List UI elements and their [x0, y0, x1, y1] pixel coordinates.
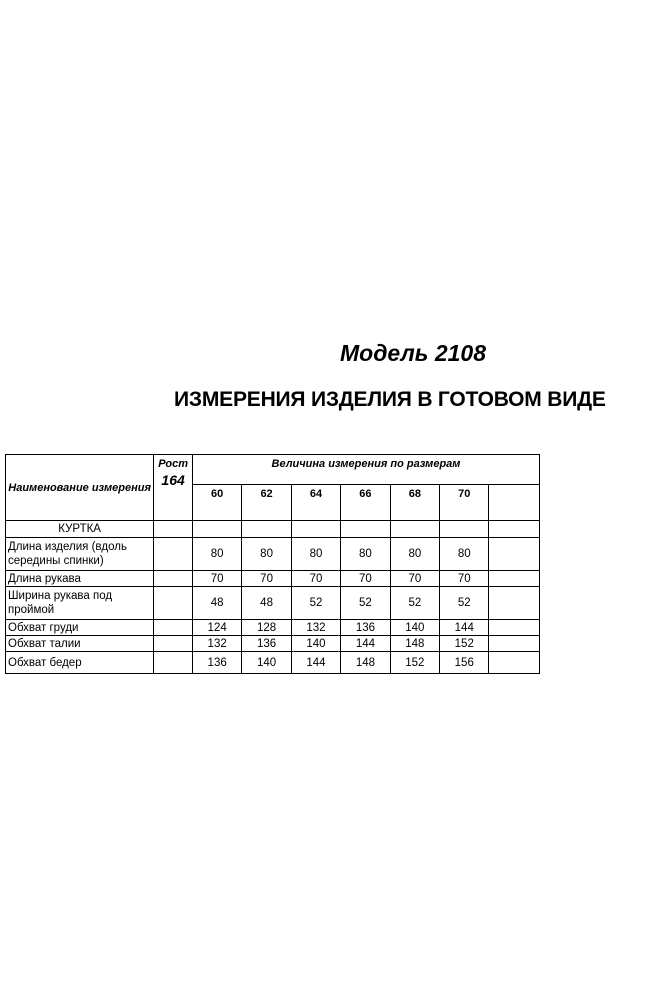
size-value-cell: [489, 571, 540, 587]
rost-cell: [154, 652, 193, 674]
header-rost-label: Рост: [158, 458, 188, 470]
empty-cell: [154, 521, 193, 538]
header-rost-value: 164: [161, 472, 185, 488]
measurement-name: Обхват талии: [6, 636, 154, 652]
measurement-name: Обхват бедер: [6, 652, 154, 674]
size-value-cell: [489, 636, 540, 652]
size-value-cell: 48: [242, 587, 291, 620]
size-value-cell: 144: [440, 620, 489, 636]
size-value-cell: 70: [341, 571, 390, 587]
rost-cell: [154, 636, 193, 652]
measurement-name: Обхват груди: [6, 620, 154, 636]
empty-cell: [192, 521, 241, 538]
table-row: [6, 620, 540, 636]
size-header-cell: 68: [390, 485, 439, 521]
size-header-cell: 66: [341, 485, 390, 521]
size-header-cell: 70: [440, 485, 489, 521]
measurement-name: Ширина рукава под проймой: [6, 587, 154, 620]
table-row: [6, 571, 540, 587]
rost-cell: [154, 571, 193, 587]
page-title: ИЗМЕРЕНИЯ ИЗДЕЛИЯ В ГОТОВОМ ВИДЕ: [174, 388, 606, 411]
rost-cell: [154, 620, 193, 636]
size-value-cell: 52: [440, 587, 489, 620]
empty-cell: [489, 521, 540, 538]
size-value-cell: 70: [390, 571, 439, 587]
measurements-table: [5, 454, 540, 674]
size-value-cell: 52: [341, 587, 390, 620]
size-value-cell: 136: [192, 652, 241, 674]
size-value-cell: 80: [390, 538, 439, 571]
size-value-cell: 80: [440, 538, 489, 571]
size-header-cell: [489, 485, 540, 521]
size-value-cell: 136: [242, 636, 291, 652]
empty-cell: [291, 521, 340, 538]
rost-cell: [154, 538, 193, 571]
size-value-cell: 80: [341, 538, 390, 571]
size-value-cell: 136: [341, 620, 390, 636]
size-value-cell: 148: [390, 636, 439, 652]
size-header-cell: 64: [291, 485, 340, 521]
size-value-cell: 124: [192, 620, 241, 636]
size-value-cell: 144: [291, 652, 340, 674]
table-row: [6, 587, 540, 620]
size-value-cell: [489, 587, 540, 620]
size-value-cell: 80: [192, 538, 241, 571]
size-value-cell: [489, 620, 540, 636]
size-value-cell: 156: [440, 652, 489, 674]
empty-cell: [440, 521, 489, 538]
size-value-cell: 140: [390, 620, 439, 636]
measurement-name: Длина изделия (вдоль середины спинки): [6, 538, 154, 571]
header-row-top: [6, 455, 540, 485]
section-label: КУРТКА: [6, 521, 154, 538]
table-row: [6, 652, 540, 674]
size-header-cell: 60: [192, 485, 241, 521]
size-value-cell: 148: [341, 652, 390, 674]
size-value-cell: 152: [390, 652, 439, 674]
empty-cell: [390, 521, 439, 538]
size-value-cell: 140: [242, 652, 291, 674]
size-value-cell: 52: [291, 587, 340, 620]
measurement-name: Длина рукава: [6, 571, 154, 587]
header-name-cell: Наименование измерения: [6, 455, 154, 521]
size-value-cell: 144: [341, 636, 390, 652]
size-value-cell: 152: [440, 636, 489, 652]
size-value-cell: 80: [242, 538, 291, 571]
size-value-cell: [489, 538, 540, 571]
empty-cell: [242, 521, 291, 538]
size-value-cell: 140: [291, 636, 340, 652]
empty-cell: [341, 521, 390, 538]
size-value-cell: 70: [291, 571, 340, 587]
size-value-cell: [489, 652, 540, 674]
size-value-cell: 48: [192, 587, 241, 620]
table-row: [6, 636, 540, 652]
table-row: [6, 538, 540, 571]
size-value-cell: 132: [192, 636, 241, 652]
model-title: Модель 2108: [340, 340, 487, 366]
section-row: [6, 521, 540, 538]
size-value-cell: 80: [291, 538, 340, 571]
rost-cell: [154, 587, 193, 620]
size-value-cell: 52: [390, 587, 439, 620]
header-rost-cell: [154, 455, 193, 521]
size-value-cell: 128: [242, 620, 291, 636]
size-value-cell: 70: [192, 571, 241, 587]
header-sizes-span: Величина измерения по размерам: [192, 455, 539, 485]
size-value-cell: 70: [440, 571, 489, 587]
size-value-cell: 70: [242, 571, 291, 587]
size-value-cell: 132: [291, 620, 340, 636]
size-header-cell: 62: [242, 485, 291, 521]
